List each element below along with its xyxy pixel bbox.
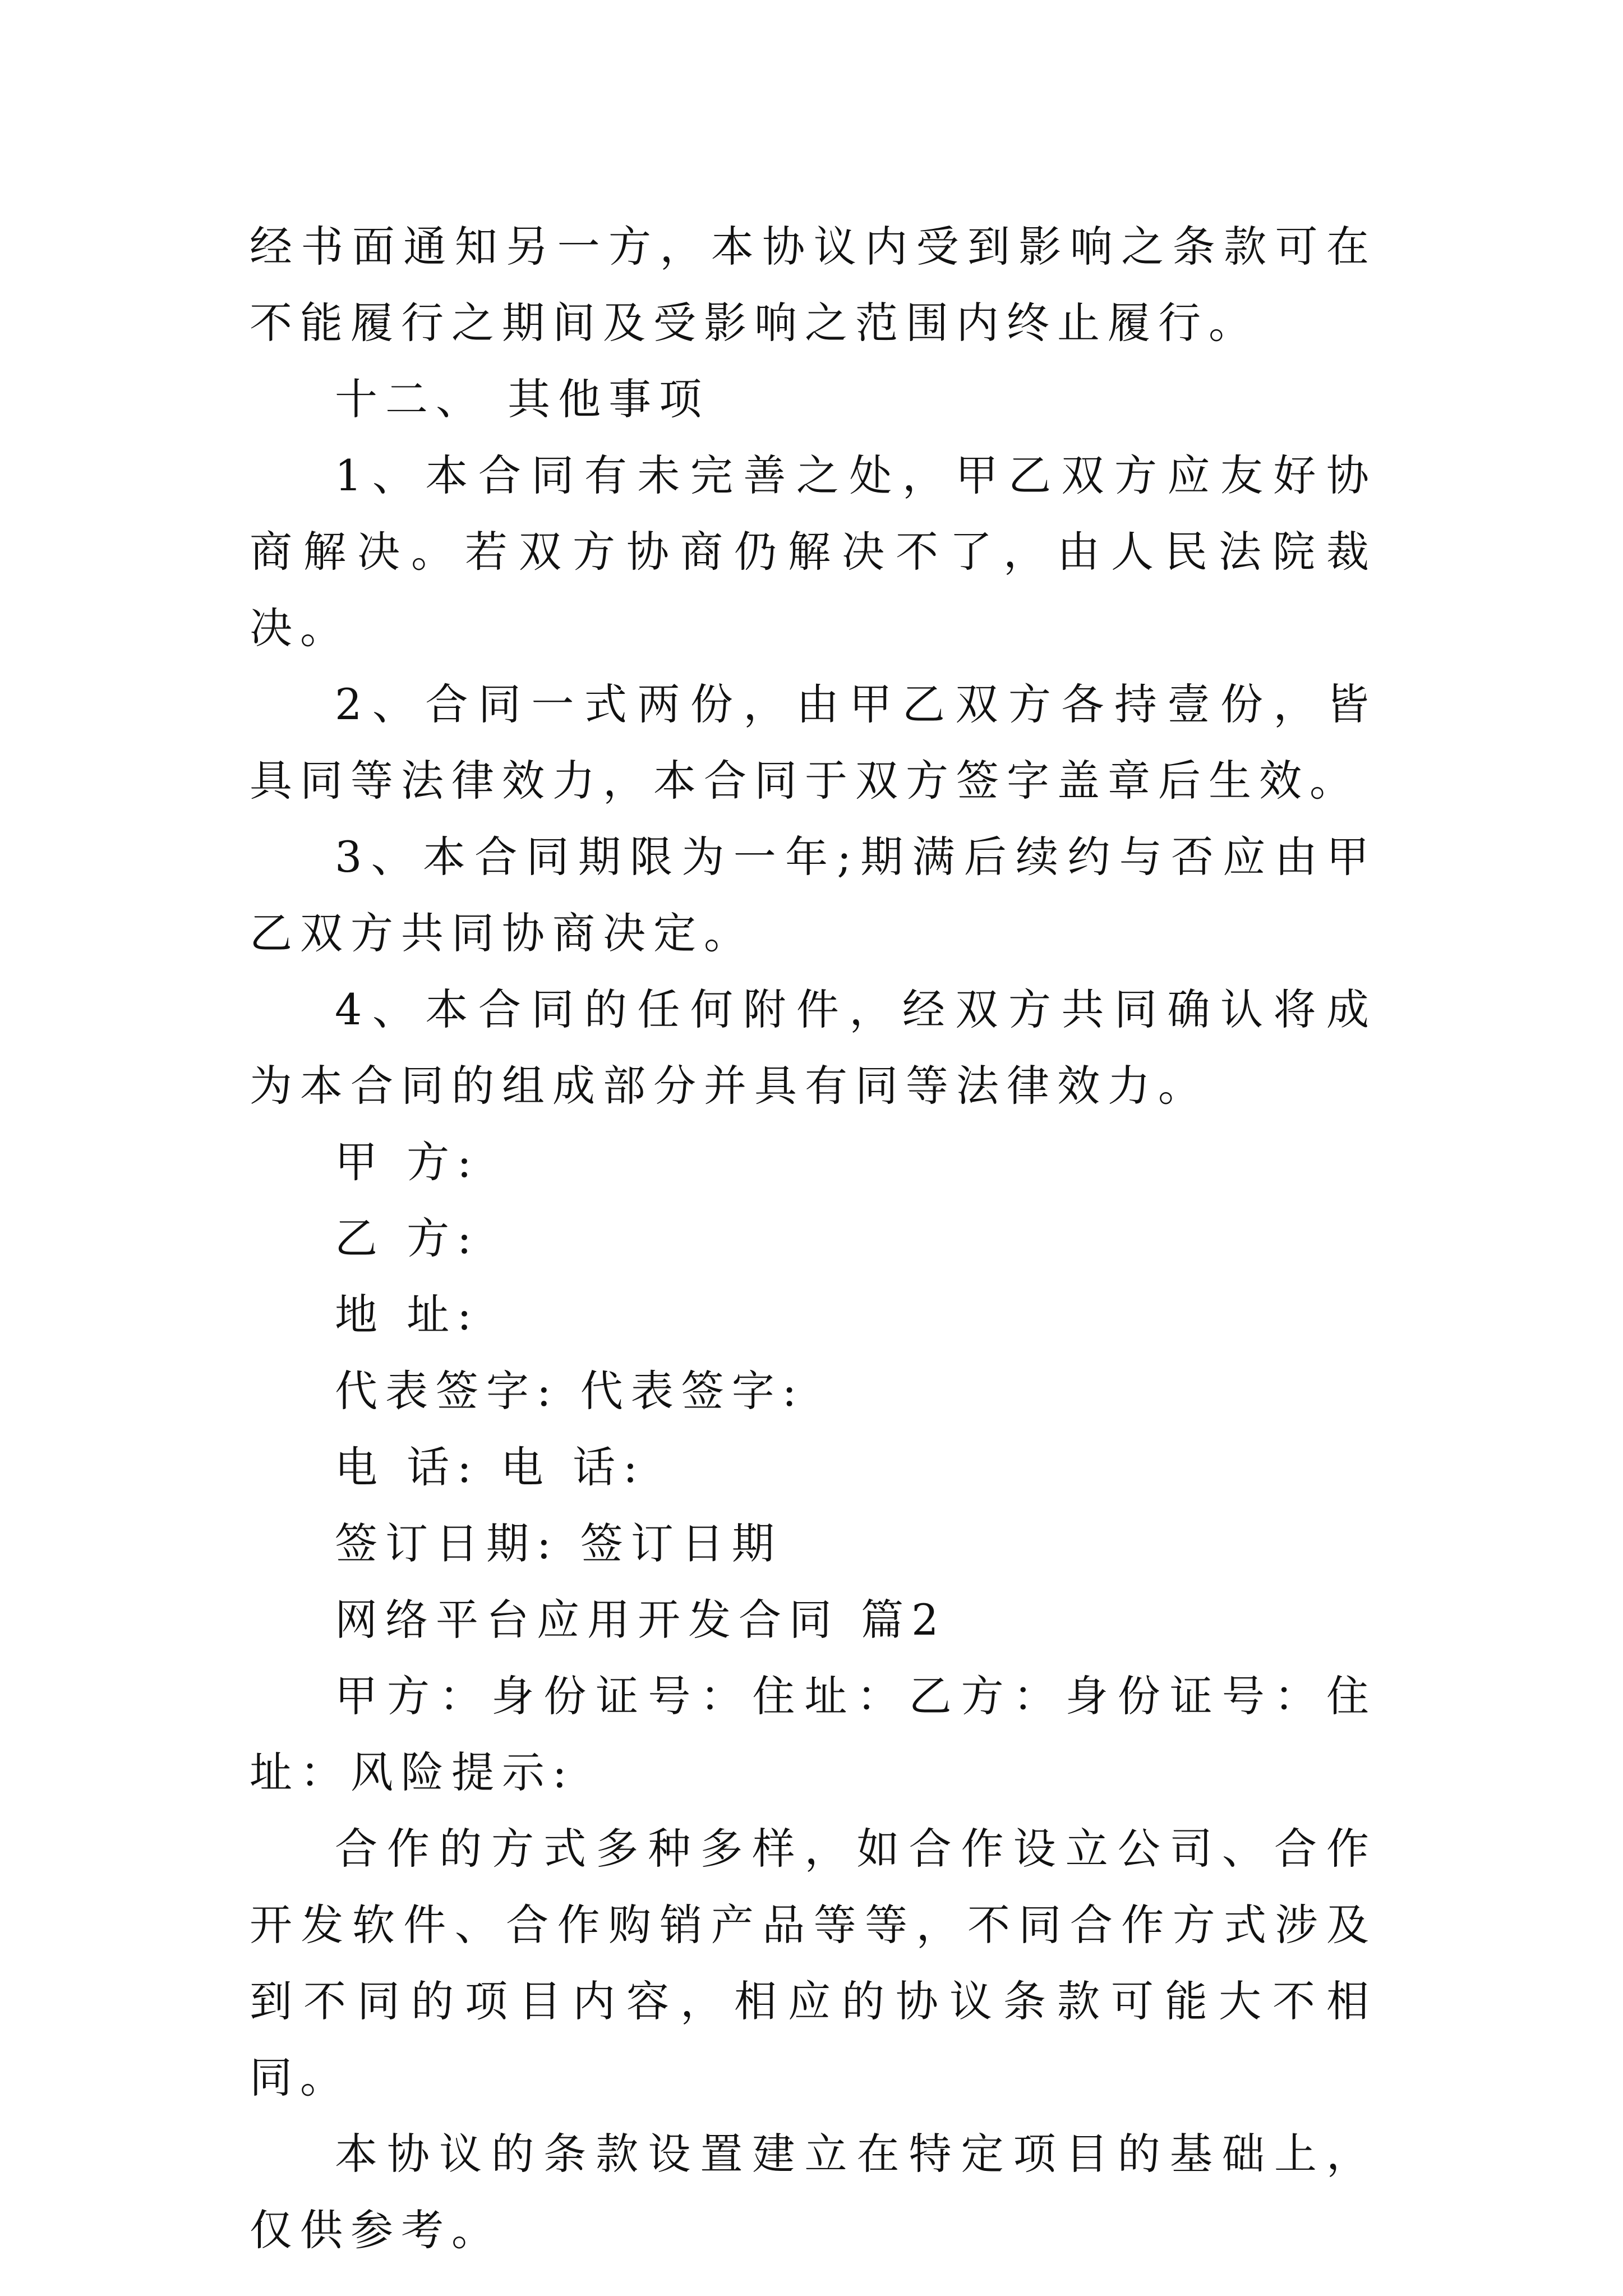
party-a-field: 甲 方: bbox=[335, 1137, 479, 1187]
parties-info-and-risk-notice: 甲方：身份证号：住址：乙方：身份证号：住址：风险提示: bbox=[250, 1671, 1377, 1797]
signing-date-fields: 签订日期: 签订日期 bbox=[335, 1519, 782, 1568]
representative-signature-fields: 代表签字: 代表签字: bbox=[335, 1366, 805, 1416]
clause-3: 3、本合同期限为一年;期满后续约与否应由甲乙双方共同协商决定。 bbox=[250, 832, 1377, 958]
clause-4: 4、本合同的任何附件，经双方共同确认将成为本合同的组成部分并具有同等法律效力。 bbox=[250, 984, 1377, 1111]
cooperation-methods-paragraph: 合作的方式多种多样，如合作设立公司、合作开发软件、合作购销产品等等，不同合作方式涉及到不同的项目内容，相应的协议条款可能大不相同。 bbox=[250, 1824, 1377, 2102]
paragraph-force-majeure-continuation: 经书面通知另一方，本协议内受到影响之条款可在不能履行之期间及受影响之范围内终止履行。 bbox=[250, 222, 1377, 348]
clause-2: 2、合同一式两份，由甲乙双方各持壹份，皆具同等法律效力，本合同于双方签字盖章后生效。 bbox=[250, 679, 1377, 806]
party-b-field: 乙 方: bbox=[335, 1213, 479, 1263]
phone-fields: 电 话: 电 话: bbox=[335, 1442, 645, 1492]
contract-title-part-2: 网络平台应用开发合同 篇2 bbox=[335, 1595, 947, 1645]
document-body bbox=[250, 209, 1377, 2269]
address-field: 地 址: bbox=[335, 1290, 479, 1340]
section-heading-other-matters: 十二、 其他事项 bbox=[335, 374, 710, 424]
clause-1: 1、本合同有未完善之处，甲乙双方应友好协商解决。若双方协商仍解决不了，由人民法院裁决。 bbox=[250, 450, 1377, 653]
reference-only-notice: 本协议的条款设置建立在特定项目的基础上，仅供参考。 bbox=[250, 2129, 1377, 2255]
